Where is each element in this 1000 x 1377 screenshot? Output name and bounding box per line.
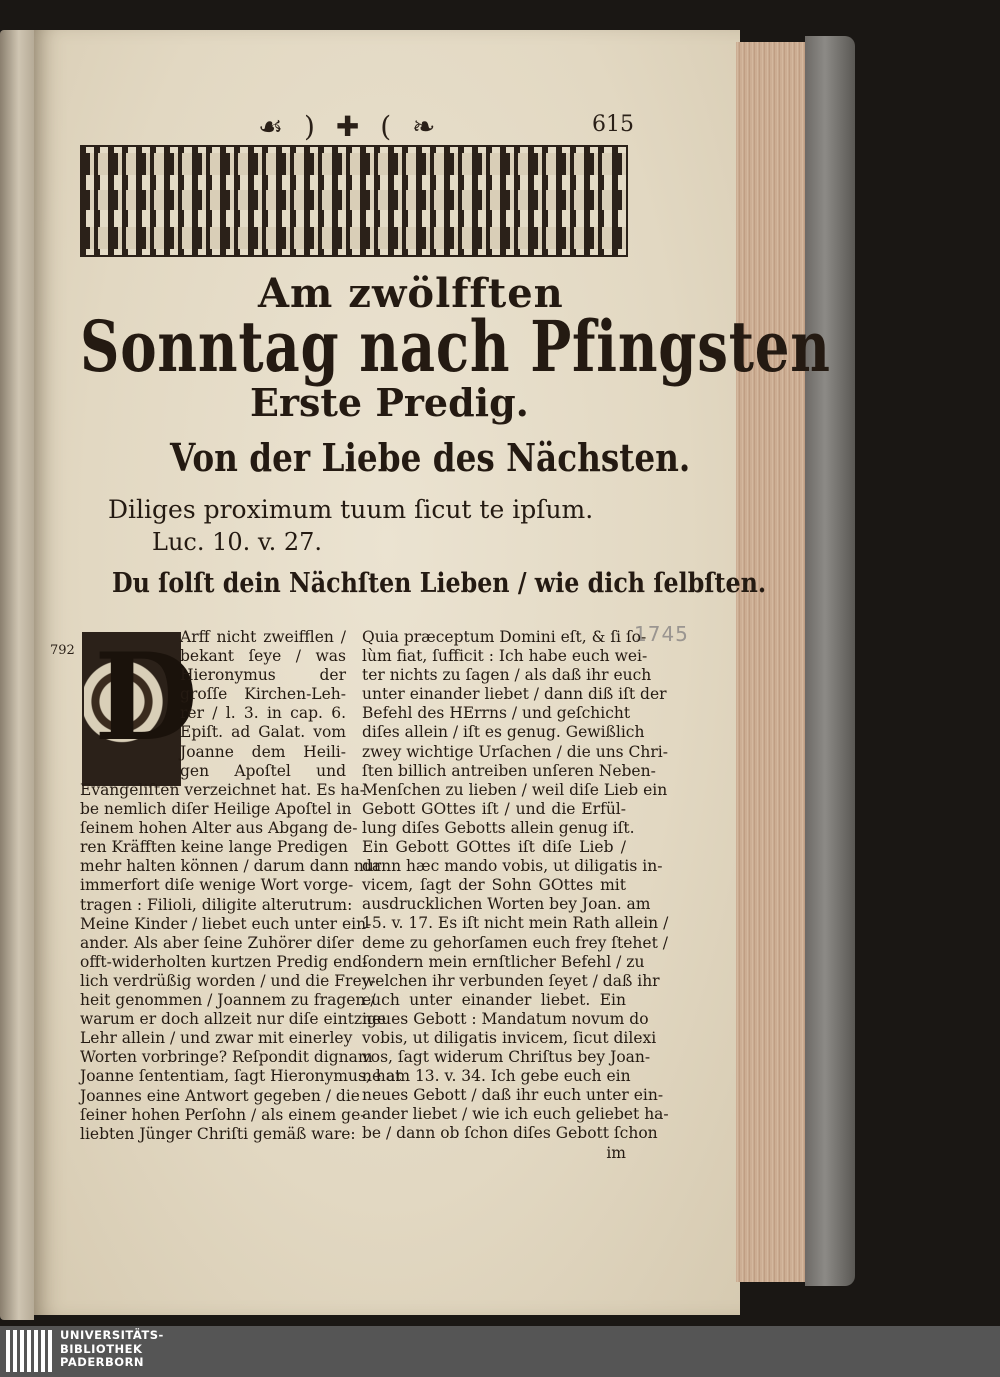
text-line: unter einander liebet / dann diß iſt der [362, 685, 667, 704]
text-line: ander. Als aber ſeine Zuhörer diſer [80, 933, 354, 952]
text-line: lung diſes Gebotts allein genug iſt. [362, 818, 635, 837]
drop-cap-letter: D [94, 627, 199, 768]
ornament-band [80, 153, 628, 175]
text-line: lùm fiat, ſufficit : Ich habe euch wei- [362, 647, 648, 666]
text-line: ſeiner hohen Perſohn / als einem ge- [80, 1105, 366, 1124]
text-line: zwey wichtige Urſachen / die uns Chri- [362, 742, 669, 761]
logo-line: PADERBORN [60, 1355, 145, 1369]
text-line: Befehl des HErrns / und geſchicht [362, 704, 631, 723]
text-line: be / dann ob ſchon diſes Gebott ſchon [362, 1124, 658, 1143]
text-line: Menſchen zu lieben / weil diſe Lieb ein [362, 780, 668, 799]
heading-line-2: Sonntag nach Pfingsten [80, 305, 831, 388]
column-left-beside-cap [180, 628, 346, 781]
latin-quote: Diliges proximum tuum ſicut te ipſum. [108, 495, 594, 524]
text-line: warum er doch allzeit nur diſe eintzige [80, 1010, 387, 1029]
text-line: ſten billich antreiben unſeren Neben- [362, 761, 656, 780]
heading-line-3: Erste Predig. [250, 380, 529, 425]
library-logo-icon [6, 1330, 52, 1372]
text-line: Joannes eine Antwort gegeben / die [80, 1086, 360, 1105]
logo-line: UNIVERSITÄTS- [60, 1328, 164, 1342]
text-line: neues Gebott / daß ihr euch unter ein- [362, 1086, 664, 1105]
text-line: Worten vorbringe? Reſpondit dignam [80, 1048, 373, 1067]
text-line: diſes allein / iſt es genug. Gewißlich [362, 723, 645, 742]
text-line: offt-widerholten kurtzen Predig end- [80, 952, 368, 971]
german-quote: Du ſolſt dein Nächſten Lieben / wie dich ſelbſten. [112, 568, 767, 599]
text-line: groſſe Kirchen-Leh- [180, 685, 346, 704]
text-line: rer / l. 3. in cap. 6. [180, 704, 346, 723]
text-line: 15. v. 17. Es iſt nicht mein Rath allein / [362, 914, 669, 933]
text-line: mehr halten können / darum dann nur [80, 857, 382, 876]
text-line: gen Apoſtel und [180, 761, 346, 780]
text-line: Meine Kinder / liebet euch unter ein- [80, 914, 372, 933]
text-line: Lehr allein / und zwar mit einerley [80, 1029, 353, 1048]
text-line: ter nichts zu ſagen / als daß ihr euch [362, 666, 652, 685]
page-block-edge [736, 42, 814, 1282]
text-line: Joanne dem Heili- [180, 742, 346, 761]
ornament-band [80, 227, 628, 249]
text-line: vobis, ut diligatis invicem, ſicut dilexi [362, 1028, 657, 1047]
book-cover-edge [805, 36, 855, 1286]
text-line: Epiſt. ad Galat. vom [180, 723, 346, 742]
text-line: ren Kräfften keine lange Predigen [80, 838, 348, 857]
text-line: dann hæc mando vobis, ut diligatis in- [362, 857, 663, 876]
text-line: Arff nicht zweifflen / [180, 628, 346, 646]
text-line: Evangeliſten verzeichnet hat. Es ha- [80, 781, 365, 799]
text-line: heit genommen / Joannem zu fragen / [80, 991, 376, 1010]
text-line: tragen : Filioli, diligite alterutrum: [80, 895, 353, 914]
text-line: Quia præceptum Domini eſt, & ſi ſo- [362, 628, 647, 646]
text-line: ander liebet / wie ich euch geliebet ha- [362, 1105, 669, 1124]
ornamental-border [80, 145, 628, 257]
text-line: ſondern mein ernſtlicher Befehl / zu [362, 952, 645, 971]
column-right [362, 628, 669, 1163]
pencil-note: 1745 [634, 622, 689, 646]
text-line: im [606, 1143, 626, 1162]
text-line: ſeinem hohen Alter aus Abgang de- [80, 819, 358, 838]
text-line: Ein Gebott GOttes iſt diſe Lieb / [362, 838, 626, 857]
text-line: bekant ſeye / was [180, 647, 346, 666]
heading-line-1: Am zwölfften [258, 270, 564, 317]
text-line: ausdrucklichen Worten bey Joan. am [362, 895, 651, 914]
text-line: euch unter einander liebet. Ein [362, 990, 626, 1009]
top-ornament: ☙ ) ✚ ( ❧ [258, 110, 442, 143]
text-line: be nemlich diſer Heilige Apoſtel in [80, 800, 352, 819]
drop-cap-initial [82, 627, 199, 786]
text-line: Hieronymus der [180, 666, 346, 685]
text-line: liebten Jünger Chriſti gemäß ware: [80, 1124, 356, 1143]
logo-line: BIBLIOTHEK [60, 1341, 143, 1356]
library-logo-text [60, 1329, 164, 1370]
text-line: welchen ihr verbunden ſeyet / daß ihr [362, 971, 660, 990]
text-line: deme zu gehorſamen euch frey ſtehet / [362, 933, 668, 952]
text-line: neues Gebott : Mandatum novum do [362, 1009, 649, 1028]
text-line: ne am 13. v. 34. Ich gebe euch ein [362, 1067, 631, 1086]
left-page-edge [0, 30, 34, 1320]
text-line: Joanne ſententiam, ſagt Hieronymus, hat [80, 1067, 402, 1086]
citation: Luc. 10. v. 27. [152, 528, 323, 556]
text-line: vos, ſagt widerum Chriſtus bey Joan- [362, 1048, 651, 1067]
page-number: 615 [592, 112, 634, 137]
text-line: lich verdrüßig worden / und die Frey- [80, 971, 376, 990]
ornament-band [80, 190, 628, 210]
text-line: immerfort diſe wenige Wort vorge- [80, 876, 354, 895]
text-line: Gebott GOttes iſt / und die Erfül- [362, 799, 626, 818]
text-line: vicem, ſagt der Sohn GOttes mit [362, 876, 626, 895]
margin-number: 792 [50, 643, 75, 658]
heading-line-4: Von der Liebe des Nächsten. [170, 435, 691, 480]
column-left [80, 781, 402, 1144]
